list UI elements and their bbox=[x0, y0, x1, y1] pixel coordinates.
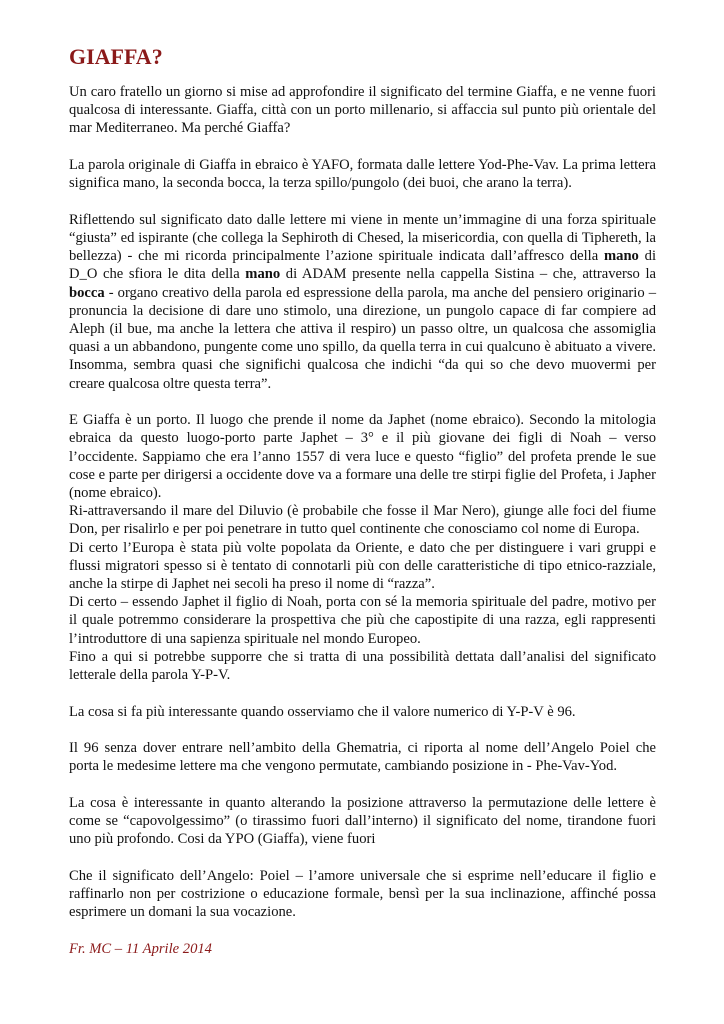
paragraph-europa: Di certo l’Europa è stata più volte popolata da Oriente, e dato che per distinguere i vari gruppi e flussi migratori spesso si è tentato di connotarli più con delle caratteristiche di tipo etnico-razziale, anche la stirpe di Japhet nei secoli ha preso il nome di “razza”. bbox=[69, 539, 656, 593]
text-segment: di ADAM presente nella cappella Sistina – che, attraverso la bbox=[280, 266, 656, 283]
paragraph-permutation: La cosa è interessante in quanto alterando la posizione attraverso la permutazione delle lettere è come se “capovolgessimo” (o tirassimo fuori dall’interno) il significato del nome, tirandone fuori uno più profondo. Cosi da YPO (Giaffa), viene fuori bbox=[69, 795, 656, 848]
page-title: GIAFFA? bbox=[69, 44, 163, 69]
text-segment: di D_O che sfiora le dita della bbox=[69, 248, 656, 283]
paragraph-noah: Di certo – essendo Japhet il figlio di Noah, porta con sé la memoria spirituale del padre, motivo per il quale potremmo considerare la prospettiva che più che capostipite di una razza, egli rappresenti l’introduttore di una sapienza spirituale nel mondo Europeo. bbox=[69, 594, 656, 647]
paragraph-poiel: Che il significato dell’Angelo: Poiel – l’amore universale che si esprime nell’educare il figlio e raffinarlo non per costrizione o educazione formale, bensì per la sua inclinazione, affinché possa esprimere un domani la sua vocazione. bbox=[69, 868, 656, 921]
signature: Fr. MC – 11 Aprile 2014 bbox=[69, 941, 212, 958]
bold-word-mano: mano bbox=[603, 248, 639, 265]
bold-word-mano: mano bbox=[245, 266, 281, 283]
text-segment: - organo creativo della parola ed espressione della parola, ma anche del pensiero originario – pronuncia la decisione di dare uno stimolo, una direzione, un pungolo capace di far compiere ad Aleph (il bue, ma anche la lettera che attiva il respiro) un passo oltre, un qualcosa che assomiglia quasi a un abbandono, pungente come uno spillo, da quella terra in cui qualcuno è abituato a vivere. Insomma, sembra quasi che significhi qualcosa che indichi “da qui so che devo muovermi per creare qualcosa oltre questa terra”. bbox=[69, 284, 656, 392]
paragraph-diluvio: Ri-attraversando il mare del Diluvio (è probabile che fosse il Mar Nero), giunge alle foci del fiume Don, per risalirlo e per poi penetrare in tutto quel continente che conosciamo col nome di Europa. bbox=[69, 503, 656, 538]
text-segment: Riflettendo sul significato dato dalle lettere mi viene in mente un’immagine di una forza spirituale “giusta” ed ispirante (che collega la Sephiroth di Chesed, la misericordia, con quella di Tiphereth, la bellezza) - che mi ricorda principalmente l’azione spirituale indicata dall’affresco della bbox=[69, 211, 656, 265]
paragraph-intro: Un caro fratello un giorno si mise ad approfondire il significato del termine Giaffa, e ne venne fuori qualcosa di interessante. Giaffa, città con un porto millenario, si affaccia sul punto più orientale del mar Mediterraneo. Ma perché Giaffa? bbox=[69, 84, 656, 137]
paragraph-japhet: E Giaffa è un porto. Il luogo che prende il nome da Japhet (nome ebraico). Secondo la mitologia ebraica da questo luogo-porto parte Japhet – 3° e il più giovane dei figli di Noah – verso l’occidente. Sappiamo che era l’anno 1557 di vera luce e questo “figlio” del profeta prende le sue cose e parte per dirigersi a occidente dove va a formare una delle tre stirpi figlie del Profeta, i Japher (nome ebraico). bbox=[69, 412, 656, 502]
bold-word-bocca: bocca bbox=[69, 284, 105, 301]
paragraph-yafo: La parola originale di Giaffa in ebraico è YAFO, formata dalle lettere Yod-Phe-Vav. La prima lettera significa mano, la seconda bocca, la terza spillo/pungolo (dei buoi, che arano la terra). bbox=[69, 157, 656, 192]
paragraph-ghematria: Il 96 senza dover entrare nell’ambito della Ghematria, ci riporta al nome dell’Angelo Poiel che porta le medesime lettere ma che vengono permutate, cambiando posizione in - Phe-Vav-Yod. bbox=[69, 740, 656, 775]
paragraph-reflection bbox=[69, 211, 656, 393]
paragraph-ypv: Fino a qui si potrebbe supporre che si tratta di una possibilità dettata dall’analisi del significato letterale della parola Y-P-V. bbox=[69, 648, 656, 684]
document-body bbox=[69, 83, 656, 977]
paragraph-numeric-value: La cosa si fa più interessante quando osserviamo che il valore numerico di Y-P-V è 96. bbox=[69, 703, 576, 720]
